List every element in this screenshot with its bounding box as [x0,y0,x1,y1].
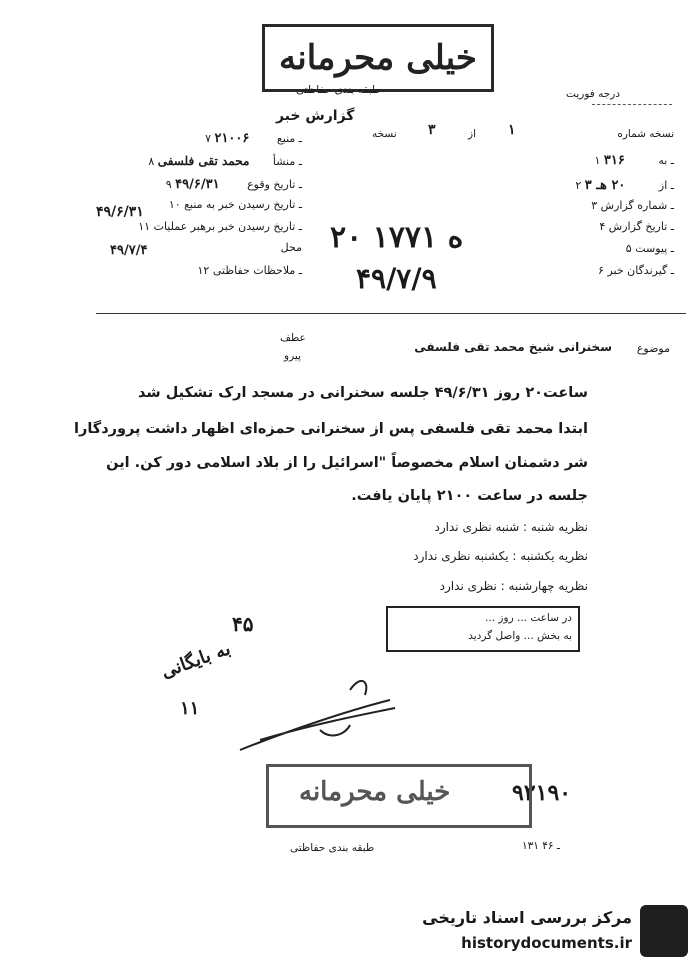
footer-classification: طبقه بندی حفاظتی [290,842,375,854]
copy-of-label: از [468,128,476,140]
handwritten-code: ۲۰ ه ۱۷۷۱ [330,220,464,255]
report-title: گزارش خبر [276,108,355,124]
note-archive: به بایگانی [158,638,234,683]
copy-number-label: نسخه شماره [617,128,674,140]
field-to: ۱ ـ به ۳۱۶ [594,153,674,168]
field-news-to-operations: ۱۱ ـ تاریخ رسیدن خبر برهبر عملیات [138,220,302,233]
copy-of-value: ۳ [428,122,436,138]
field-security-notes: ۱۲ ـ ملاحظات حفاظتی [197,264,302,277]
separator [96,313,686,314]
field-source: ۷ ـ منبع ۲۱۰۰۶ [205,131,302,146]
comment-saturday: نظریه شنبه : شنبه نظری ندارد [434,520,588,534]
stamp-top-text: خیلی محرمانه [279,38,477,78]
watermark-name: مرکز بررسی اسناد تاریخی [422,908,632,927]
note-eleven: ۱۱ [180,698,200,719]
copy-number-value: ۱ [508,122,516,138]
comment-sunday: نظریه یکشنبه : یکشنبه نظری ندارد [413,549,588,563]
field-recipients: ۶ ـ گیرندگان خبر [598,264,674,277]
bottom-classification-stamp: خیلی محرمانه [266,764,532,828]
priority-line [592,104,672,105]
handwritten-number: ۹۲۱۹۰ [512,780,572,806]
location-date: ۴۹/۷/۴ [110,243,148,258]
body-line-4: جلسه در ساعت ۲۱۰۰ پایان یافت. [351,488,588,504]
field-attachment: ۵ ـ پیوست [625,242,674,255]
top-classification-stamp [262,24,494,92]
handwritten-date: ۴۹/۷/۹ [356,262,437,295]
comment-wednesday: نظریه چهارشنبه : نظری ندارد [439,579,588,593]
body-line-2: ابتدا محمد تقی فلسفی پس از سخنرانی حمزه‌ای اظهار داشت پروردگارا [74,421,588,437]
field-location: محل [280,241,302,254]
archive-logo-icon [640,905,688,957]
note-number: ۴۵ [232,612,254,636]
body-line-1: ساعت۲۰ روز ۴۹/۶/۳۱ جلسه سخنرانی در مسجد ارک تشکیل شد [138,385,588,401]
watermark-url: historydocuments.ir [461,934,632,952]
field-origin: ۸ ـ منشأ محمد تقی فلسفی [148,154,302,168]
field-report-number: ۳ ـ شماره گزارش [591,199,674,212]
field-report-date: ۴ ـ تاریخ گزارش [599,220,674,233]
signature [230,670,400,770]
body-line-3: شر دشمنان اسلام مخصوصاً "اسرائیل را از بلاد اسلامی دور کن. این [106,455,588,471]
priority-label: درجه فوریت [566,88,620,100]
classification-label: طبقه بندی حفاظتی [296,84,381,96]
receipt-stamp: در ساعت ... روز ... به بخش ... واصل گردید [386,606,580,652]
field-from: ۲ ـ از ۲۰ هـ ۳ [575,178,674,193]
subject-label: موضوع [636,342,670,355]
reference-piro: پیرو [284,350,301,362]
field-news-to-source: ۱۰ ـ تاریخ رسیدن خبر به منبع [168,198,302,211]
field-occurrence-date: ۹ ـ تاریخ وقوع ۴۹/۶/۳۱ [165,177,302,192]
form-code: ۱۳۱ ـ ۴۶ [522,840,560,852]
copies-label: نسخه [372,128,397,140]
news-to-source-date: ۴۹/۶/۳۱ [96,204,144,220]
reference-atf: عطف [280,332,306,344]
subject-value: سخنرانی شیخ محمد تقی فلسفی [414,340,612,354]
